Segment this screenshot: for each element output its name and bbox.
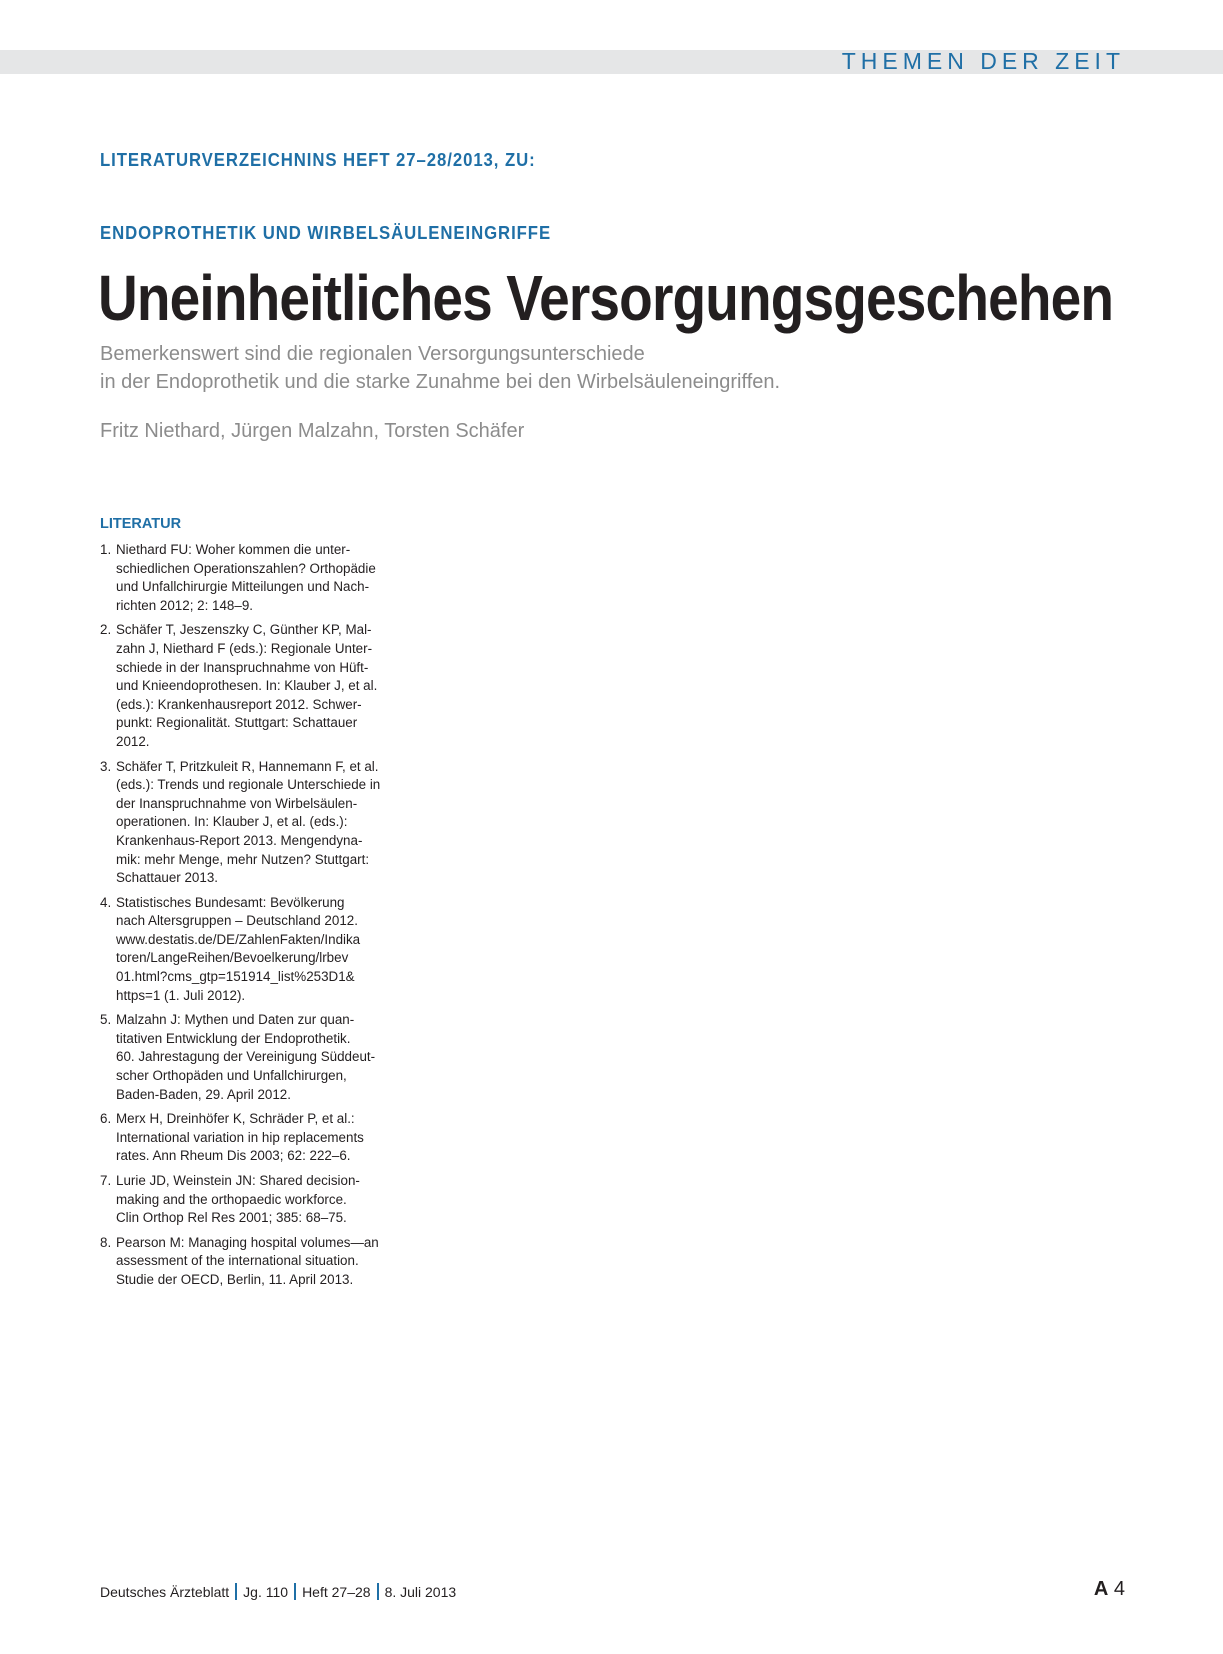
- literature-item-line: richten 2012; 2: 148–9.: [116, 597, 253, 613]
- literature-item-line: (eds.): Krankenhausreport 2012. Schwer-: [116, 696, 362, 712]
- literature-item-line: Niethard FU: Woher kommen die unter-: [116, 542, 351, 557]
- literature-heading: LITERATUR: [100, 516, 182, 532]
- literature-item-line: International variation in hip replacements: [116, 1129, 364, 1145]
- literature-item-line: titativen Entwicklung der Endoprothetik.: [116, 1030, 351, 1046]
- literature-item-line: Schäfer T, Jeszenszky C, Günther KP, Mal-: [116, 622, 372, 638]
- literature-item-line: operationen. In: Klauber J, et al. (eds.):: [116, 814, 348, 830]
- literature-item-line: 01.html?cms_gtp=151914_list%253D1&: [116, 969, 355, 985]
- page-number-prefix: A: [1093, 1578, 1109, 1600]
- literature-item-line: Malzahn J: Mythen und Daten zur quan-: [116, 1012, 355, 1028]
- footer-separator: [294, 1583, 296, 1600]
- literature-item-line: Pearson M: Managing hospital volumes—an: [116, 1234, 379, 1250]
- literature-item-number: 5.: [100, 1012, 112, 1028]
- reference-kicker: LITERATURVERZEICHNINS HEFT 27–28/2013, ZU:: [100, 150, 536, 170]
- literature-item-line: toren/LangeReihen/Bevoelkerung/lrbev: [116, 950, 349, 966]
- literature-item-line: https=1 (1. Juli 2012).: [116, 987, 246, 1003]
- literature-item-line: der Inanspruchnahme von Wirbelsäulen-: [116, 795, 358, 811]
- literature-item-number: 6.: [100, 1111, 112, 1127]
- literature-item: [100, 541, 380, 615]
- literature-item-number: 1.: [100, 542, 112, 557]
- literature-list: [100, 541, 380, 1296]
- literature-item: [100, 758, 380, 888]
- literature-item: [100, 1172, 380, 1228]
- literature-item-line: Schattauer 2013.: [116, 870, 218, 886]
- literature-item-number: 2.: [100, 622, 112, 638]
- article-title: Uneinheitliches Versorgungsgeschehen: [98, 262, 1114, 334]
- literature-item-line: schiedlichen Operationszahlen? Orthopädie: [116, 560, 376, 576]
- article-subtitle: [100, 340, 1000, 396]
- literature-item-line: punkt: Regionalität. Stuttgart: Schattauer: [116, 715, 358, 731]
- footer-issue: Heft 27–28: [302, 1584, 371, 1600]
- literature-item-line: rates. Ann Rheum Dis 2003; 62: 222–6.: [116, 1148, 351, 1164]
- literature-item-line: Studie der OECD, Berlin, 11. April 2013.: [116, 1271, 354, 1287]
- literature-item-number: 7.: [100, 1173, 112, 1188]
- literature-item-line: www.destatis.de/DE/ZahlenFakten/Indika: [116, 931, 361, 947]
- literature-item-line: assessment of the international situation.: [116, 1253, 359, 1269]
- literature-item-line: Statistisches Bundesamt: Bevölkerung: [116, 894, 345, 910]
- literature-item-line: und Knieendoprothesen. In: Klauber J, et al.: [116, 678, 378, 694]
- literature-item-number: 8.: [100, 1234, 112, 1250]
- literature-item: [100, 1234, 380, 1290]
- literature-item-line: Lurie JD, Weinstein JN: Shared decision-: [116, 1173, 360, 1188]
- literature-item-number: 4.: [100, 894, 112, 910]
- literature-item: [100, 1110, 380, 1166]
- literature-item: [100, 1011, 380, 1104]
- footer-date: 8. Juli 2013: [384, 1584, 457, 1600]
- literature-item-line: Baden-Baden, 29. April 2012.: [116, 1086, 291, 1102]
- literature-item-line: mik: mehr Menge, mehr Nutzen? Stuttgart:: [116, 851, 370, 867]
- page-number-value: 4: [1113, 1578, 1125, 1600]
- literature-item-line: zahn J, Niethard F (eds.): Regionale Unter-: [116, 640, 373, 656]
- literature-item-line: Schäfer T, Pritzkuleit R, Hannemann F, et al.: [116, 758, 379, 774]
- literature-item-line: Clin Orthop Rel Res 2001; 385: 68–75.: [116, 1210, 347, 1226]
- literature-item-line: Krankenhaus-Report 2013. Mengendyna-: [116, 832, 363, 848]
- page-number: [1094, 1578, 1125, 1601]
- literature-item-line: scher Orthopäden und Unfallchirurgen,: [116, 1068, 347, 1084]
- topic-kicker: ENDOPROTHETIK UND WIRBELSÄULENEINGRIFFE: [100, 223, 552, 243]
- footer-volume: Jg. 110: [243, 1584, 289, 1600]
- literature-item-line: making and the orthopaedic workforce.: [116, 1191, 347, 1207]
- subtitle-line: in der Endoprothetik und die starke Zunahme bei den Wirbelsäuleneingriffen.: [100, 371, 781, 393]
- literature-item-line: 2012.: [116, 733, 150, 749]
- literature-item-number: 3.: [100, 758, 112, 774]
- literature-item-line: und Unfallchirurgie Mitteilungen und Nach-: [116, 579, 370, 595]
- literature-item-line: 60. Jahrestagung der Vereinigung Süddeut-: [116, 1049, 376, 1065]
- section-tag: THEMEN DER ZEIT: [841, 48, 1125, 74]
- footer-journal: Deutsches Ärzteblatt: [100, 1584, 230, 1600]
- literature-item: [100, 621, 380, 751]
- literature-item: [100, 894, 380, 1006]
- literature-item-line: schiede in der Inanspruchnahme von Hüft-: [116, 659, 369, 675]
- literature-item-line: Merx H, Dreinhöfer K, Schräder P, et al.:: [116, 1111, 355, 1127]
- footer-separator: [235, 1583, 237, 1600]
- article-authors: Fritz Niethard, Jürgen Malzahn, Torsten Schäfer: [100, 420, 525, 442]
- literature-item-line: (eds.): Trends und regionale Unterschiede in: [116, 777, 381, 793]
- footer-separator: [377, 1583, 379, 1600]
- footer-citation: [100, 1583, 456, 1600]
- literature-item-line: nach Altersgruppen – Deutschland 2012.: [116, 913, 358, 929]
- subtitle-line: Bemerkenswert sind die regionalen Versorgungsunterschiede: [100, 343, 645, 365]
